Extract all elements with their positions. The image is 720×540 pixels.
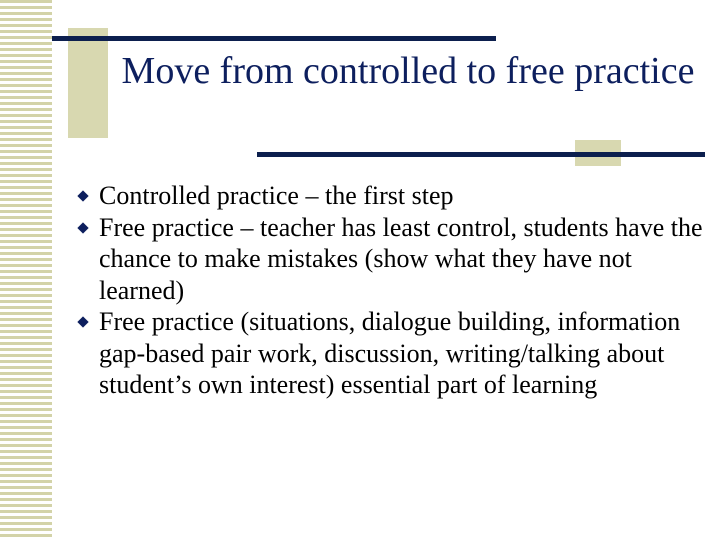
slide-title: Move from controlled to free practice: [121, 50, 695, 92]
diamond-bullet-icon: [77, 190, 88, 201]
diamond-bullet-icon: [77, 316, 88, 327]
bullet-item: [78, 306, 708, 401]
bullet-text: Controlled practice – the first step: [99, 181, 454, 210]
bullet-text: Free practice (situations, dialogue building, information gap-based pair work, discussion, writing/talking about student’s own interest) essential part of learning: [99, 307, 681, 399]
bullet-item: [78, 180, 708, 212]
bullet-text: Free practice – teacher has least control, students have the chance to make mistakes (show what they have not learned): [99, 212, 703, 305]
bullet-item: [78, 212, 708, 307]
decorative-accent-block: [68, 28, 108, 138]
title-rule-bottom: [257, 152, 705, 157]
diamond-bullet-icon: [77, 222, 88, 233]
decorative-stripe-band: [0, 0, 52, 540]
bullet-list: [78, 180, 708, 401]
title-rule-top: [52, 36, 496, 41]
